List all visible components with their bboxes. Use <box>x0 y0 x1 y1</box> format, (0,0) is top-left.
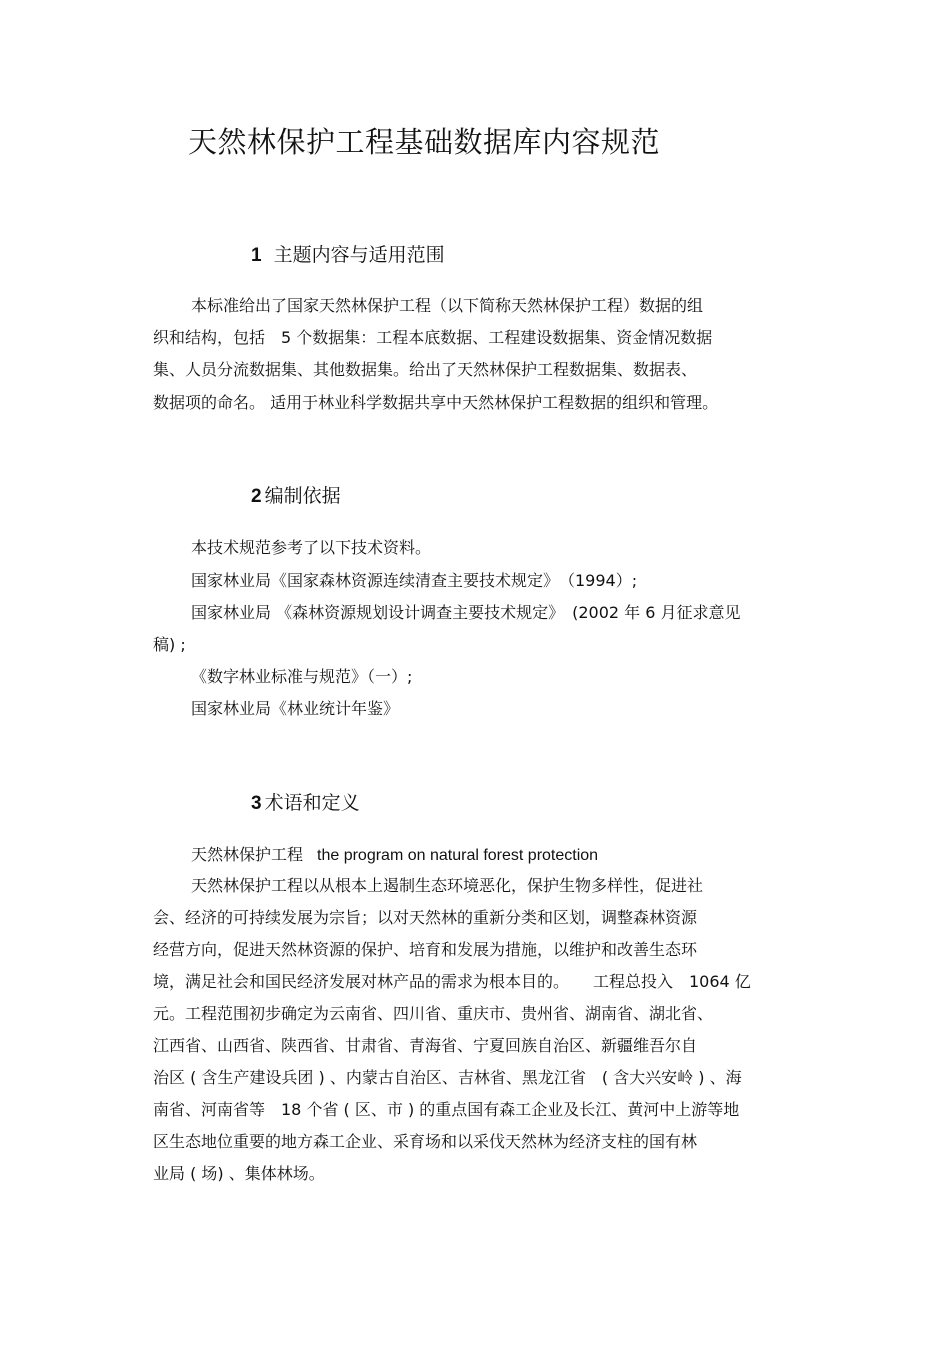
section-3-line-1: 天然林保护工程以从根本上遏制生态环境恶化，保护生物多样性，促进社 <box>191 876 704 895</box>
section-3-line-9: 区生态地位重要的地方森工企业、采育场和以采伐天然林为经济支柱的国有林 <box>153 1132 698 1151</box>
section-1-line-3: 集、人员分流数据集、其他数据集。给出了天然林保护工程数据集、数据表、 <box>153 360 698 379</box>
section-1-line-4: 数据项的命名。 适用于林业科学数据共享中天然林保护工程数据的组织和管理。 <box>153 393 719 412</box>
section-1-title: 主题内容与适用范围 <box>273 244 445 266</box>
section-3-line-2: 会、经济的可持续发展为宗旨；以对天然林的重新分类和区划，调整森林资源 <box>153 908 698 927</box>
section-2-line-4: 稿) ; <box>153 635 186 654</box>
term-english: the program on natural forest protection <box>317 847 599 864</box>
section-2-title: 编制依据 <box>264 485 341 507</box>
section-3-line-8: 南省、河南省等 18 个省 ( 区、市 ) 的重点国有森工企业及长江、黄河中上游等地 <box>153 1100 740 1119</box>
section-1-heading <box>251 240 445 267</box>
section-1-line-1: 本标准给出了国家天然林保护工程（以下简称天然林保护工程）数据的组 <box>191 296 704 315</box>
section-2-number: 2 <box>251 486 262 507</box>
section-3-line-4: 境，满足社会和国民经济发展对林产品的需求为根本目的。 工程总投入 1064 亿 <box>153 972 751 991</box>
section-1-number: 1 <box>251 245 262 266</box>
section-2-line-2: 国家林业局《国家森林资源连续清查主要技术规定》 （1994）; <box>191 571 638 590</box>
section-2-heading <box>251 481 341 508</box>
section-3-title: 术语和定义 <box>264 792 360 814</box>
section-3-line-6: 江西省、山西省、陕西省、甘肃省、青海省、宁夏回族自治区、新疆维吾尔自 <box>153 1036 698 1055</box>
term-line <box>191 847 598 864</box>
section-3-heading <box>251 788 360 815</box>
section-2-line-1: 本技术规范参考了以下技术资料。 <box>191 538 432 557</box>
section-3-line-3: 经营方向，促进天然林资源的保护、培育和发展为措施，以维护和改善生态环 <box>153 940 698 959</box>
section-2-line-6: 国家林业局《林业统计年鉴》 <box>191 699 400 718</box>
section-2-line-5: 《数字林业标准与规范》（一）; <box>191 667 413 686</box>
section-3-line-10: 业局 ( 场) 、集体林场。 <box>153 1164 325 1183</box>
term-chinese: 天然林保护工程 <box>191 845 304 864</box>
section-2-line-3: 国家林业局 《森林资源规划设计调查主要技术规定》 (2002 年 6 月征求意见 <box>191 603 741 622</box>
section-3-line-5: 元。工程范围初步确定为云南省、四川省、重庆市、贵州省、湖南省、湖北省、 <box>153 1004 714 1023</box>
section-3-line-7: 治区 ( 含生产建设兵团 ) 、内蒙古自治区、吉林省、黑龙江省 ( 含大兴安岭 ) 、海 <box>153 1068 742 1087</box>
section-3-number: 3 <box>251 793 262 814</box>
page-title: 天然林保护工程基础数据库内容规范 <box>188 125 661 159</box>
section-1-line-2: 织和结构，包括 5 个数据集：工程本底数据、工程建设数据集、资金情况数据 <box>153 328 713 347</box>
